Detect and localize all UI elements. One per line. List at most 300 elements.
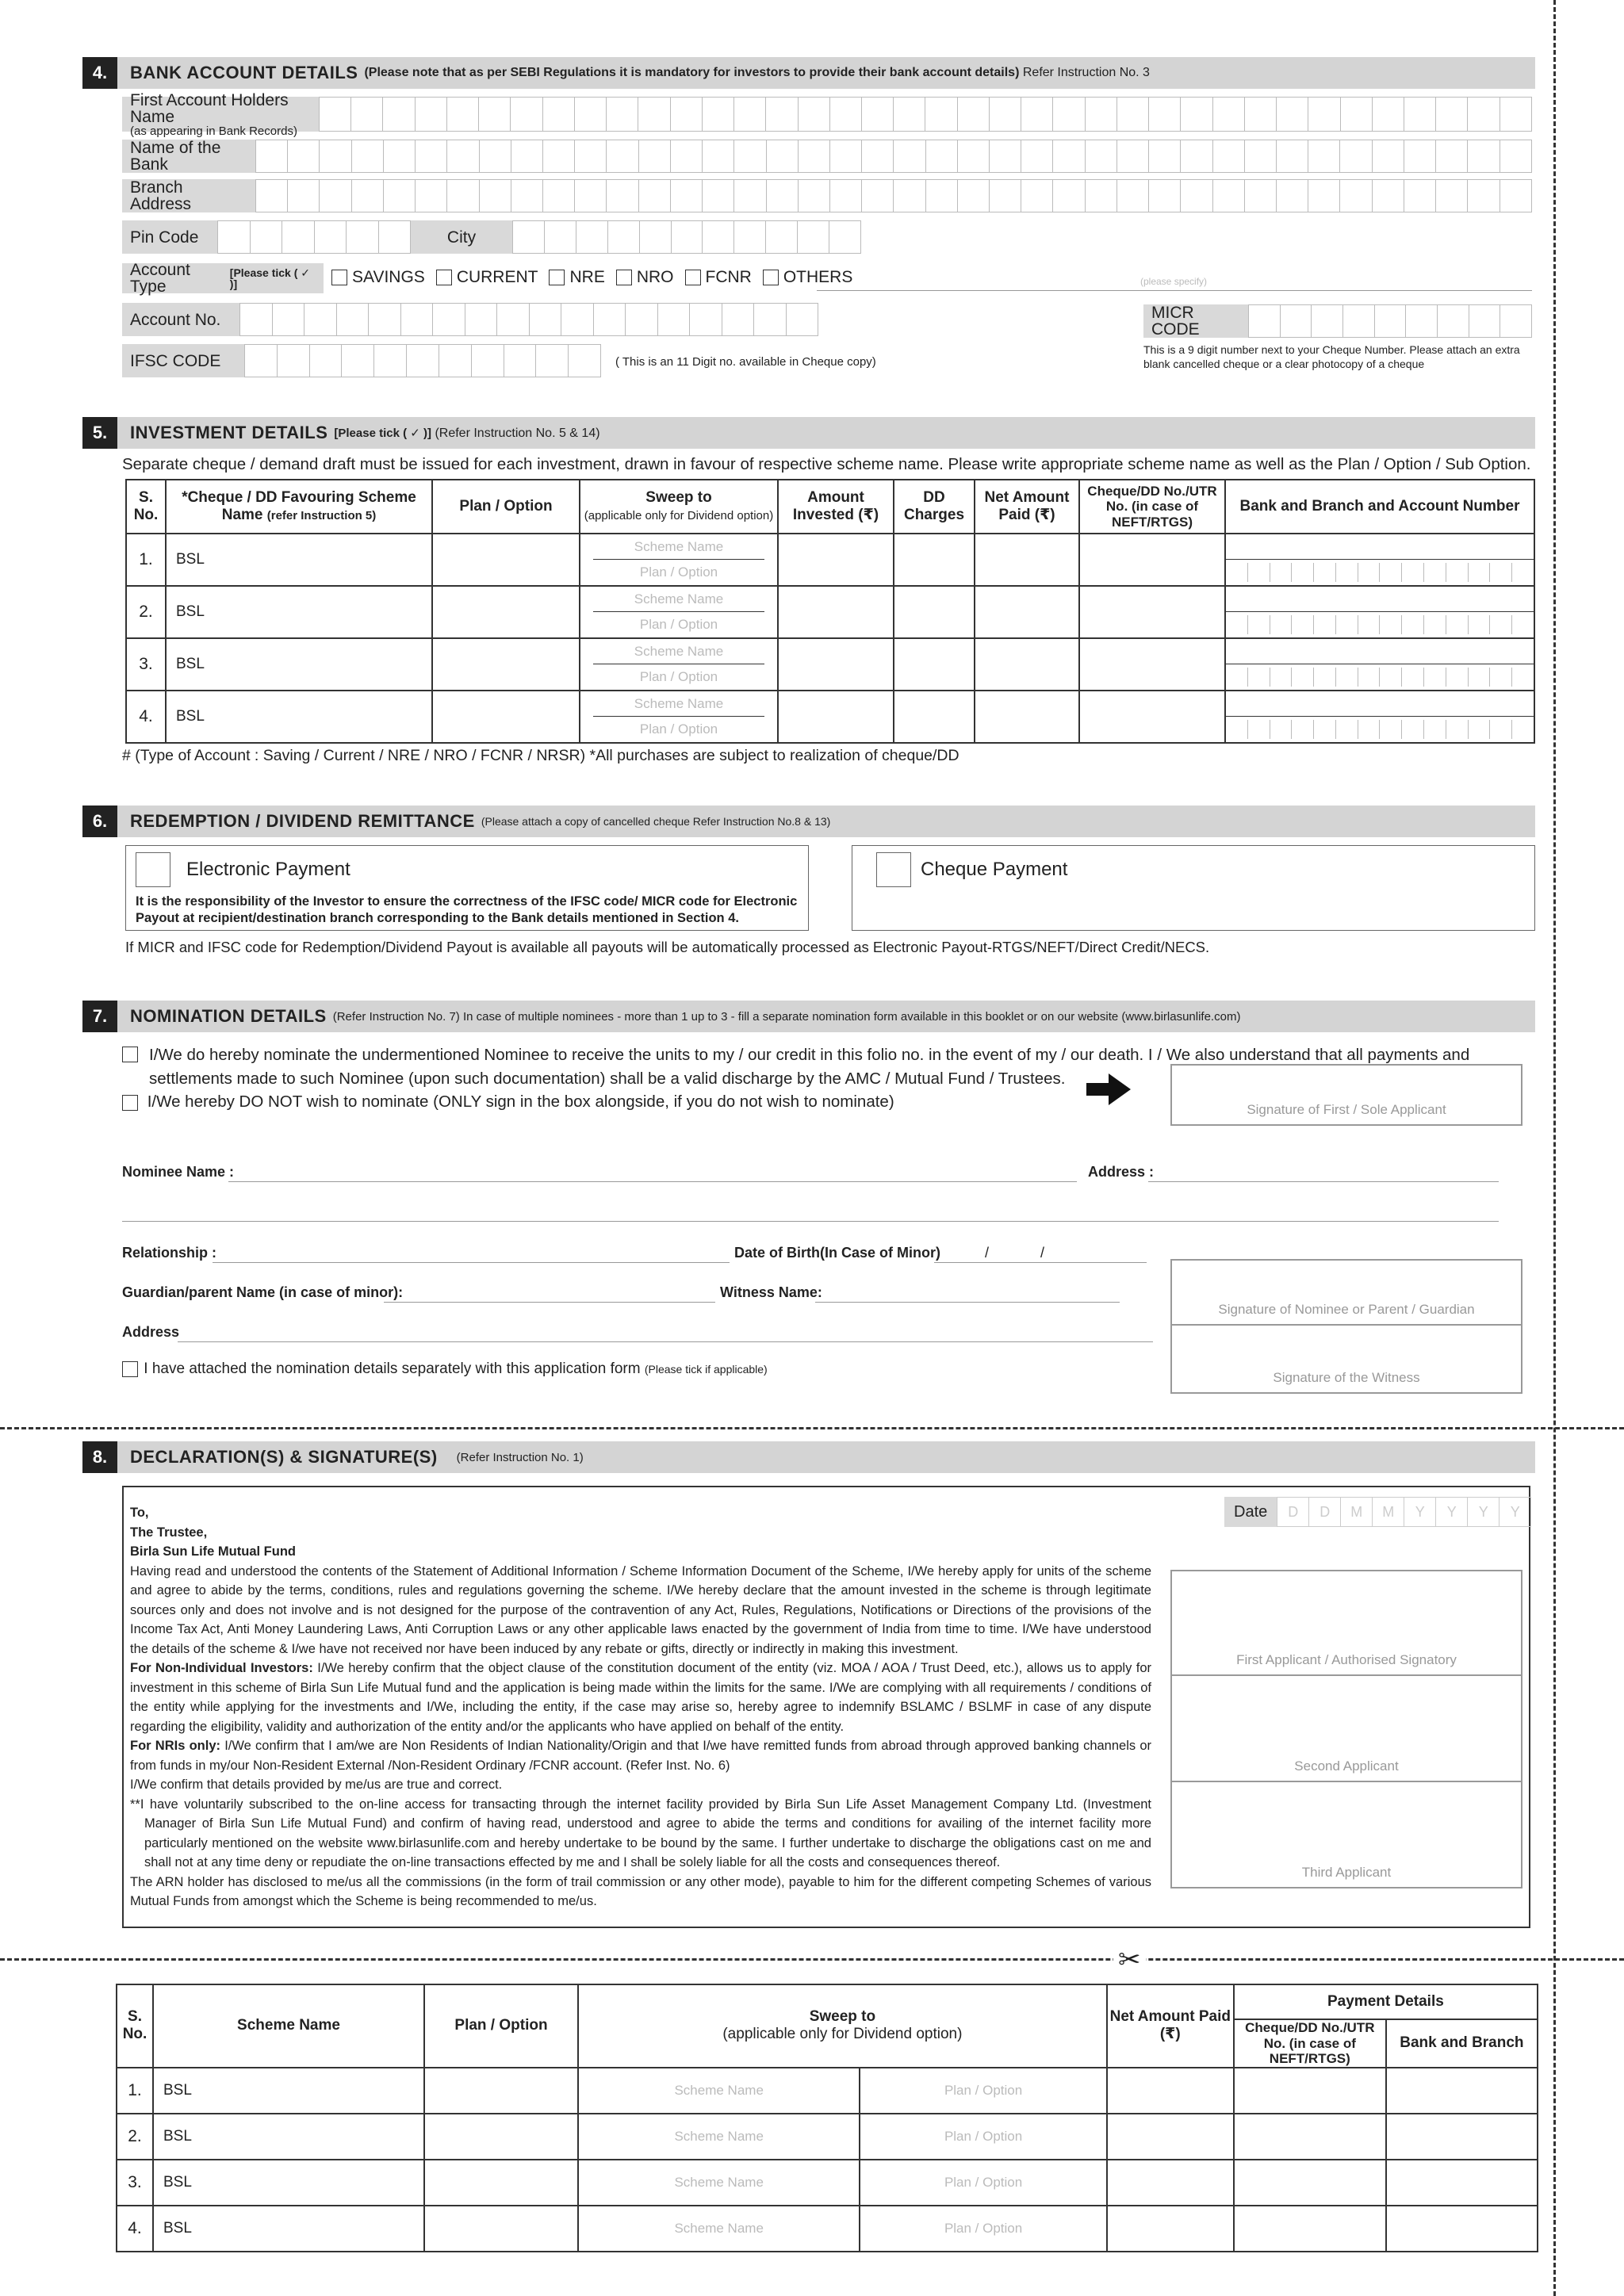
char-cell[interactable] bbox=[861, 180, 893, 212]
char-cell[interactable] bbox=[593, 304, 626, 335]
char-cell[interactable] bbox=[797, 221, 829, 253]
char-cell[interactable] bbox=[702, 180, 733, 212]
char-cell[interactable] bbox=[1404, 180, 1435, 212]
char-cell[interactable] bbox=[1435, 140, 1467, 172]
checkbox[interactable] bbox=[616, 270, 632, 285]
char-cell[interactable] bbox=[255, 140, 287, 172]
scheme-cell[interactable]: BSL bbox=[166, 586, 432, 638]
plan-cell[interactable] bbox=[424, 2206, 578, 2252]
char-cell[interactable] bbox=[535, 345, 568, 377]
char-cell[interactable] bbox=[829, 98, 861, 131]
scheme-cell[interactable]: BSL bbox=[166, 691, 432, 743]
char-cell[interactable] bbox=[606, 140, 638, 172]
char-cell[interactable] bbox=[304, 304, 336, 335]
char-cell[interactable] bbox=[1085, 140, 1116, 172]
signature-second-applicant[interactable]: Second Applicant bbox=[1170, 1676, 1522, 1782]
char-cell[interactable] bbox=[893, 140, 925, 172]
char-cell[interactable] bbox=[1339, 140, 1371, 172]
char-cell[interactable] bbox=[733, 180, 765, 212]
dd-cell[interactable] bbox=[894, 691, 975, 743]
sweep-cell[interactable]: Scheme Name Plan / Option bbox=[580, 638, 778, 691]
char-cell[interactable] bbox=[272, 304, 304, 335]
cheque-cell[interactable] bbox=[1234, 2206, 1386, 2252]
dd-cell[interactable] bbox=[894, 586, 975, 638]
plan-cell[interactable] bbox=[424, 2160, 578, 2206]
plan-cell[interactable] bbox=[424, 2114, 578, 2160]
char-cell[interactable] bbox=[670, 140, 702, 172]
char-cell[interactable] bbox=[350, 98, 382, 131]
char-cell[interactable] bbox=[829, 140, 861, 172]
net-cell[interactable] bbox=[975, 586, 1079, 638]
no-nominate-checkbox[interactable] bbox=[122, 1095, 138, 1111]
char-cell[interactable] bbox=[341, 345, 373, 377]
char-cell[interactable] bbox=[766, 180, 798, 212]
date-cell[interactable]: D bbox=[1277, 1498, 1308, 1526]
attached-checkbox[interactable] bbox=[122, 1361, 138, 1377]
char-cell[interactable] bbox=[1469, 305, 1500, 337]
char-cell[interactable] bbox=[1116, 180, 1148, 212]
char-cell[interactable] bbox=[639, 221, 671, 253]
sweep-scheme-cell[interactable]: Scheme Name bbox=[578, 2068, 860, 2114]
char-cell[interactable] bbox=[765, 98, 797, 131]
char-cell[interactable] bbox=[314, 221, 347, 253]
char-cell[interactable] bbox=[657, 304, 690, 335]
scheme-cell[interactable]: BSL bbox=[166, 638, 432, 691]
bank-cell[interactable] bbox=[1225, 638, 1534, 691]
nominate-checkbox[interactable] bbox=[122, 1047, 138, 1062]
first-holder-input[interactable] bbox=[319, 97, 1532, 132]
char-cell[interactable] bbox=[1212, 98, 1244, 131]
char-cell[interactable] bbox=[282, 221, 314, 253]
row-number: 4. bbox=[126, 691, 166, 743]
char-cell[interactable] bbox=[561, 304, 593, 335]
char-cell[interactable] bbox=[574, 98, 606, 131]
char-cell[interactable] bbox=[1212, 140, 1244, 172]
amount-cell[interactable] bbox=[778, 691, 894, 743]
plan-cell[interactable] bbox=[424, 2068, 578, 2114]
char-cell[interactable] bbox=[415, 98, 446, 131]
char-cell[interactable] bbox=[1500, 180, 1531, 212]
char-cell[interactable] bbox=[1435, 180, 1467, 212]
char-cell[interactable] bbox=[1180, 98, 1212, 131]
char-cell[interactable] bbox=[542, 140, 574, 172]
char-cell[interactable] bbox=[319, 180, 350, 212]
char-cell[interactable] bbox=[829, 221, 860, 253]
char-cell[interactable] bbox=[606, 180, 638, 212]
char-cell[interactable] bbox=[574, 180, 606, 212]
char-cell[interactable] bbox=[319, 140, 350, 172]
char-cell[interactable] bbox=[368, 304, 400, 335]
date-cell[interactable]: Y bbox=[1499, 1498, 1530, 1526]
char-cell[interactable] bbox=[255, 180, 287, 212]
char-cell[interactable] bbox=[439, 345, 471, 377]
plan-cell[interactable] bbox=[432, 534, 580, 586]
bank-cell[interactable] bbox=[1386, 2160, 1538, 2206]
net-cell[interactable] bbox=[1107, 2206, 1234, 2252]
char-cell[interactable] bbox=[861, 140, 893, 172]
char-cell[interactable] bbox=[1148, 98, 1180, 131]
checkbox[interactable] bbox=[331, 270, 347, 285]
char-cell[interactable] bbox=[406, 345, 439, 377]
char-cell[interactable] bbox=[765, 221, 797, 253]
char-cell[interactable] bbox=[733, 98, 765, 131]
declaration-text: To, The Trustee, Birla Sun Life Mutual Fund Having read and understood the contents of the Statement of Additional Information / Scheme Information Document of the Scheme, I/We hereby apply for units of the scheme and agree to abide by the terms, conditions, rules and regulations governing the scheme. I/We hereby declare that the amount invested in the scheme is through legitimate sources only and does not involve and is not designed for the purpose of the contravention of any Act, Rules, Regulations, Notifications or Directions of the provisions of the Income Tax Act, Anti Money Laundering Laws, Anti Corruption Laws or any other applicable laws enacted by the government of India from time to time. I/We have understood the details of the scheme & I/we have not received nor have been induced by any rebate or gifts, directly or indirectly in making this investment. For Non-Individual Investors: I/We hereby confirm that the object clause of the constitution document of the entity (viz. MOA / AOA / Trust Deed, etc.), allows us to apply for investment in this scheme of Birla Sun Life Mutual fund and the application is being made within the limits for the same. I/We are complying with all requirements / conditions of the entity while applying for the investments and I/We, including the entity, if the case may arise so, hereby agree to indemnify BSLAMC / BSLMF in case of any dispute regarding the eligibility, validity and authorization of the entity and/or the applicants who have applied on behalf of the entity. For NRIs only: I/We confirm that I am/we are Non Residents of Indian Nationality/Origin and that I/we have remitted funds from abroad through approved banking channels or from funds in my/our Non-Resident External /Non-Resident Ordinary /FCNR account. (Refer Inst. No. 6) I/We confirm that details provided by me/us are true and correct. **I have voluntarily subscribed to the on-line access for transacting through the internet facility provided by Birla Sun Life Asset Management Company Ltd. (Investment Manager of Birla Sun Life Mutual Fund) and confirm of having read, understood and agree to abide the terms and conditions for availing of the internet facility more particularly mentioned on the website www.birlasunlife.com and hereby undertake to be bound by the same. I further undertake to discharge the obligations cast on me and shall not at any time deny or repudiate the on-line transactions effected by me and I shall be solely liable for all the costs and consequences thereof. The ARN holder has disclosed to me/us all the commissions (in the form of trail commission or any other mode), payable to him for the different competing Schemes of various Mutual Funds from amongst which the Scheme is being recommended to me/us. bbox=[130, 1506, 1152, 1908]
ifsc-input[interactable] bbox=[244, 344, 601, 377]
char-cell[interactable] bbox=[529, 304, 561, 335]
cheque-cell[interactable] bbox=[1234, 2114, 1386, 2160]
cheque-payment-checkbox[interactable] bbox=[876, 852, 911, 887]
char-cell[interactable] bbox=[798, 140, 829, 172]
account-type-fcnr[interactable]: FCNR bbox=[685, 268, 752, 287]
col-cheque: Cheque/DD No./UTR No. (in case of NEFT/RTGS) bbox=[1079, 480, 1225, 534]
address-line[interactable] bbox=[1148, 1181, 1499, 1182]
char-cell[interactable] bbox=[1405, 305, 1437, 337]
row-number: 2. bbox=[126, 586, 166, 638]
char-cell[interactable] bbox=[786, 304, 818, 335]
witness-label: Witness Name: bbox=[720, 1284, 822, 1300]
char-cell[interactable] bbox=[511, 180, 542, 212]
char-cell[interactable] bbox=[702, 221, 733, 253]
amount-cell[interactable] bbox=[778, 534, 894, 586]
char-cell[interactable] bbox=[1372, 140, 1404, 172]
char-cell[interactable] bbox=[1372, 180, 1404, 212]
account-type-savings[interactable]: SAVINGS bbox=[331, 268, 425, 287]
sweep-plan-cell[interactable]: Plan / Option bbox=[860, 2114, 1106, 2160]
cheque-cell[interactable] bbox=[1079, 586, 1225, 638]
char-cell[interactable] bbox=[733, 221, 765, 253]
char-cell[interactable] bbox=[511, 140, 542, 172]
account-type-current[interactable]: CURRENT bbox=[436, 268, 538, 287]
char-cell[interactable] bbox=[478, 98, 510, 131]
scheme-cell[interactable]: BSL bbox=[153, 2114, 424, 2160]
char-cell[interactable] bbox=[1212, 180, 1244, 212]
account-type-others[interactable]: OTHERS bbox=[763, 268, 853, 287]
char-cell[interactable] bbox=[1404, 140, 1435, 172]
char-cell[interactable] bbox=[1308, 140, 1339, 172]
char-cell[interactable] bbox=[1052, 98, 1084, 131]
date-cell[interactable]: Y bbox=[1435, 1498, 1467, 1526]
ifsc-note: ( This is an 11 Digit no. available in Cheque copy) bbox=[615, 355, 876, 369]
plan-cell[interactable] bbox=[432, 638, 580, 691]
dob-line[interactable] bbox=[934, 1262, 1147, 1263]
char-cell[interactable] bbox=[925, 140, 957, 172]
other-specify-line[interactable] bbox=[817, 290, 1532, 291]
redemption-footer: If MICR and IFSC code for Redemption/Dividend Payout is available all payouts will be automatically processed as Electronic Payout-RTGS/NEFT/Direct Credit/NECS. bbox=[125, 939, 1210, 955]
char-cell[interactable] bbox=[415, 140, 446, 172]
cheque-cell[interactable] bbox=[1079, 534, 1225, 586]
char-cell[interactable] bbox=[1467, 140, 1499, 172]
char-cell[interactable] bbox=[1372, 98, 1404, 131]
char-cell[interactable] bbox=[383, 180, 415, 212]
char-cell[interactable] bbox=[989, 180, 1021, 212]
char-cell[interactable] bbox=[465, 304, 497, 335]
char-cell[interactable] bbox=[1437, 305, 1469, 337]
char-cell[interactable] bbox=[346, 221, 378, 253]
char-cell[interactable] bbox=[607, 221, 639, 253]
relationship-line[interactable] bbox=[213, 1262, 730, 1263]
cheque-payment-box bbox=[852, 845, 1535, 931]
char-cell[interactable] bbox=[1276, 98, 1308, 131]
account-type-nro[interactable]: NRO bbox=[616, 268, 674, 287]
plan-cell[interactable] bbox=[432, 586, 580, 638]
char-cell[interactable] bbox=[1116, 140, 1148, 172]
char-cell[interactable] bbox=[957, 140, 989, 172]
cheque-payment-label: Cheque Payment bbox=[921, 859, 1068, 880]
sweep-plan-cell[interactable]: Plan / Option bbox=[860, 2160, 1106, 2206]
char-cell[interactable] bbox=[638, 140, 670, 172]
sweep-plan-cell[interactable]: Plan / Option bbox=[860, 2206, 1106, 2252]
char-cell[interactable] bbox=[576, 221, 607, 253]
char-cell[interactable] bbox=[798, 180, 829, 212]
char-cell[interactable] bbox=[351, 180, 383, 212]
char-cell[interactable] bbox=[1021, 98, 1052, 131]
amount-cell[interactable] bbox=[778, 586, 894, 638]
sweep-plan-cell[interactable]: Plan / Option bbox=[860, 2068, 1106, 2114]
attached-note: (Please tick if applicable) bbox=[644, 1363, 768, 1376]
char-cell[interactable] bbox=[1244, 140, 1276, 172]
char-cell[interactable] bbox=[1180, 180, 1212, 212]
char-cell[interactable] bbox=[1404, 98, 1435, 131]
char-cell[interactable] bbox=[1500, 305, 1531, 337]
date-cell[interactable]: M bbox=[1372, 1498, 1404, 1526]
char-cell[interactable] bbox=[957, 98, 989, 131]
branch-address-label: Branch Address bbox=[122, 179, 255, 212]
char-cell[interactable] bbox=[702, 140, 733, 172]
char-cell[interactable] bbox=[574, 140, 606, 172]
char-cell[interactable] bbox=[239, 304, 272, 335]
section-4-header bbox=[82, 57, 1535, 89]
char-cell[interactable] bbox=[671, 221, 703, 253]
scheme-cell[interactable]: BSL bbox=[153, 2068, 424, 2114]
char-cell[interactable] bbox=[382, 98, 414, 131]
char-cell[interactable] bbox=[496, 304, 529, 335]
scheme-cell[interactable]: BSL bbox=[153, 2160, 424, 2206]
scheme-cell[interactable]: BSL bbox=[166, 534, 432, 586]
col-sweep: Sweep to (applicable only for Dividend option) bbox=[578, 1984, 1107, 2068]
char-cell[interactable] bbox=[753, 304, 786, 335]
date-cell[interactable]: Y bbox=[1404, 1498, 1435, 1526]
date-cell[interactable]: D bbox=[1308, 1498, 1340, 1526]
net-cell[interactable] bbox=[975, 638, 1079, 691]
bank-cell[interactable] bbox=[1225, 534, 1534, 586]
char-cell[interactable] bbox=[798, 98, 829, 131]
char-cell[interactable] bbox=[670, 98, 702, 131]
signature-witness-box[interactable]: Signature of the Witness bbox=[1170, 1326, 1522, 1394]
char-cell[interactable] bbox=[1339, 180, 1371, 212]
char-cell[interactable] bbox=[432, 304, 465, 335]
nominee-name-line[interactable] bbox=[228, 1181, 1077, 1182]
sweep-cell[interactable]: Scheme Name Plan / Option bbox=[580, 691, 778, 743]
char-cell[interactable] bbox=[383, 140, 415, 172]
ifsc-label: IFSC CODE bbox=[122, 344, 244, 377]
bank-cell[interactable] bbox=[1386, 2068, 1538, 2114]
char-cell[interactable] bbox=[670, 180, 702, 212]
net-cell[interactable] bbox=[1107, 2068, 1234, 2114]
bank-cell[interactable] bbox=[1225, 586, 1534, 638]
bank-cell[interactable] bbox=[1386, 2114, 1538, 2160]
char-cell[interactable] bbox=[512, 221, 544, 253]
city-input[interactable] bbox=[512, 220, 861, 254]
char-cell[interactable] bbox=[1116, 98, 1148, 131]
net-cell[interactable] bbox=[975, 534, 1079, 586]
signature-third-applicant[interactable]: Third Applicant bbox=[1170, 1782, 1522, 1888]
char-cell[interactable] bbox=[1276, 180, 1308, 212]
char-cell[interactable] bbox=[446, 98, 478, 131]
cheque-cell[interactable] bbox=[1234, 2160, 1386, 2206]
char-cell[interactable] bbox=[504, 345, 536, 377]
checkbox[interactable] bbox=[763, 270, 779, 285]
cheque-cell[interactable] bbox=[1079, 638, 1225, 691]
char-cell[interactable] bbox=[479, 140, 511, 172]
char-cell[interactable] bbox=[766, 140, 798, 172]
micr-input[interactable] bbox=[1248, 304, 1532, 338]
char-cell[interactable] bbox=[702, 98, 733, 131]
char-cell[interactable] bbox=[378, 221, 411, 253]
signature-first-applicant[interactable]: First Applicant / Authorised Signatory bbox=[1170, 1570, 1522, 1676]
char-cell[interactable] bbox=[1052, 180, 1084, 212]
char-cell[interactable] bbox=[400, 304, 433, 335]
branch-address-input[interactable] bbox=[255, 179, 1532, 212]
char-cell[interactable] bbox=[1244, 98, 1276, 131]
char-cell[interactable] bbox=[1311, 305, 1342, 337]
char-cell[interactable] bbox=[415, 180, 446, 212]
char-cell[interactable] bbox=[638, 180, 670, 212]
cheque-cell[interactable] bbox=[1234, 2068, 1386, 2114]
char-cell[interactable] bbox=[638, 98, 669, 131]
scheme-cell[interactable]: BSL bbox=[153, 2206, 424, 2252]
char-cell[interactable] bbox=[1085, 98, 1116, 131]
char-cell[interactable] bbox=[1148, 180, 1180, 212]
address2-line[interactable] bbox=[178, 1341, 1153, 1342]
signature-first-applicant-box[interactable]: Signature of First / Sole Applicant bbox=[1170, 1064, 1522, 1126]
char-cell[interactable] bbox=[1276, 140, 1308, 172]
char-cell[interactable] bbox=[1467, 98, 1499, 131]
char-cell[interactable] bbox=[1467, 180, 1499, 212]
char-cell[interactable] bbox=[542, 180, 574, 212]
char-cell[interactable] bbox=[1085, 180, 1116, 212]
sweep-scheme-cell[interactable]: Scheme Name bbox=[578, 2114, 860, 2160]
char-cell[interactable] bbox=[1500, 140, 1531, 172]
char-cell[interactable] bbox=[568, 345, 600, 377]
address2-label: Address bbox=[122, 1324, 180, 1340]
sweep-scheme-cell[interactable]: Scheme Name bbox=[578, 2206, 860, 2252]
col-dd: DD Charges bbox=[894, 480, 975, 534]
char-cell[interactable] bbox=[957, 180, 989, 212]
amount-cell[interactable] bbox=[778, 638, 894, 691]
checkbox[interactable] bbox=[685, 270, 701, 285]
char-cell[interactable] bbox=[989, 140, 1021, 172]
char-cell[interactable] bbox=[1308, 98, 1339, 131]
char-cell[interactable] bbox=[722, 304, 754, 335]
char-cell[interactable] bbox=[893, 98, 925, 131]
char-cell[interactable] bbox=[1374, 305, 1406, 337]
char-cell[interactable] bbox=[733, 140, 765, 172]
char-cell[interactable] bbox=[351, 140, 383, 172]
char-cell[interactable] bbox=[373, 345, 406, 377]
char-cell[interactable] bbox=[446, 140, 478, 172]
bank-cell[interactable] bbox=[1225, 691, 1534, 743]
guardian-line[interactable] bbox=[384, 1302, 715, 1303]
char-cell[interactable] bbox=[287, 180, 319, 212]
checkbox[interactable] bbox=[549, 270, 565, 285]
dd-cell[interactable] bbox=[894, 534, 975, 586]
char-cell[interactable] bbox=[544, 221, 576, 253]
char-cell[interactable] bbox=[471, 345, 504, 377]
plan-cell[interactable] bbox=[432, 691, 580, 743]
char-cell[interactable] bbox=[1280, 305, 1312, 337]
char-cell[interactable] bbox=[446, 180, 478, 212]
char-cell[interactable] bbox=[989, 98, 1021, 131]
char-cell[interactable] bbox=[861, 98, 893, 131]
char-cell[interactable] bbox=[1148, 140, 1180, 172]
bank-cell[interactable] bbox=[1386, 2206, 1538, 2252]
char-cell[interactable] bbox=[625, 304, 657, 335]
dd-cell[interactable] bbox=[894, 638, 975, 691]
sweep-cell[interactable]: Scheme Name Plan / Option bbox=[580, 586, 778, 638]
electronic-payment-checkbox[interactable] bbox=[136, 852, 170, 887]
char-cell[interactable] bbox=[1340, 98, 1372, 131]
char-cell[interactable] bbox=[542, 98, 574, 131]
char-cell[interactable] bbox=[1500, 98, 1531, 131]
account-no-input[interactable] bbox=[239, 303, 818, 336]
char-cell[interactable] bbox=[319, 98, 350, 131]
address-label: Address : bbox=[1088, 1164, 1155, 1180]
checkbox[interactable] bbox=[436, 270, 452, 285]
bank-name-input[interactable] bbox=[255, 140, 1532, 173]
char-cell[interactable] bbox=[1435, 98, 1467, 131]
char-cell[interactable] bbox=[829, 180, 861, 212]
account-type-nre[interactable]: NRE bbox=[549, 268, 604, 287]
signature-nominee-box[interactable]: Signature of Nominee or Parent / Guardian bbox=[1170, 1259, 1522, 1326]
char-cell[interactable] bbox=[606, 98, 638, 131]
char-cell[interactable] bbox=[309, 345, 342, 377]
char-cell[interactable] bbox=[287, 140, 319, 172]
char-cell[interactable] bbox=[277, 345, 309, 377]
char-cell[interactable] bbox=[510, 98, 542, 131]
witness-line[interactable] bbox=[815, 1302, 1120, 1303]
net-cell[interactable] bbox=[1107, 2160, 1234, 2206]
pin-code-label: Pin Code bbox=[122, 220, 217, 254]
net-cell[interactable] bbox=[975, 691, 1079, 743]
char-cell[interactable] bbox=[244, 345, 277, 377]
sweep-cell[interactable]: Scheme Name Plan / Option bbox=[580, 534, 778, 586]
char-cell[interactable] bbox=[1052, 140, 1084, 172]
sweep-scheme-cell[interactable]: Scheme Name bbox=[578, 2160, 860, 2206]
section-5-header bbox=[82, 417, 1535, 449]
cheque-cell[interactable] bbox=[1079, 691, 1225, 743]
char-cell[interactable] bbox=[479, 180, 511, 212]
char-cell[interactable] bbox=[1021, 180, 1052, 212]
char-cell[interactable] bbox=[336, 304, 369, 335]
char-cell[interactable] bbox=[1244, 180, 1276, 212]
char-cell[interactable] bbox=[925, 180, 957, 212]
date-cell[interactable]: Y bbox=[1467, 1498, 1499, 1526]
char-cell[interactable] bbox=[689, 304, 722, 335]
char-cell[interactable] bbox=[893, 180, 925, 212]
date-cell[interactable]: M bbox=[1340, 1498, 1372, 1526]
char-cell[interactable] bbox=[217, 221, 250, 253]
char-cell[interactable] bbox=[1180, 140, 1212, 172]
char-cell[interactable] bbox=[1021, 140, 1052, 172]
char-cell[interactable] bbox=[1308, 180, 1339, 212]
net-cell[interactable] bbox=[1107, 2114, 1234, 2160]
char-cell[interactable] bbox=[1342, 305, 1374, 337]
address-line-2[interactable] bbox=[122, 1221, 1499, 1222]
pin-code-input[interactable] bbox=[217, 220, 411, 254]
char-cell[interactable] bbox=[250, 221, 282, 253]
char-cell[interactable] bbox=[1248, 305, 1280, 337]
char-cell[interactable] bbox=[925, 98, 956, 131]
